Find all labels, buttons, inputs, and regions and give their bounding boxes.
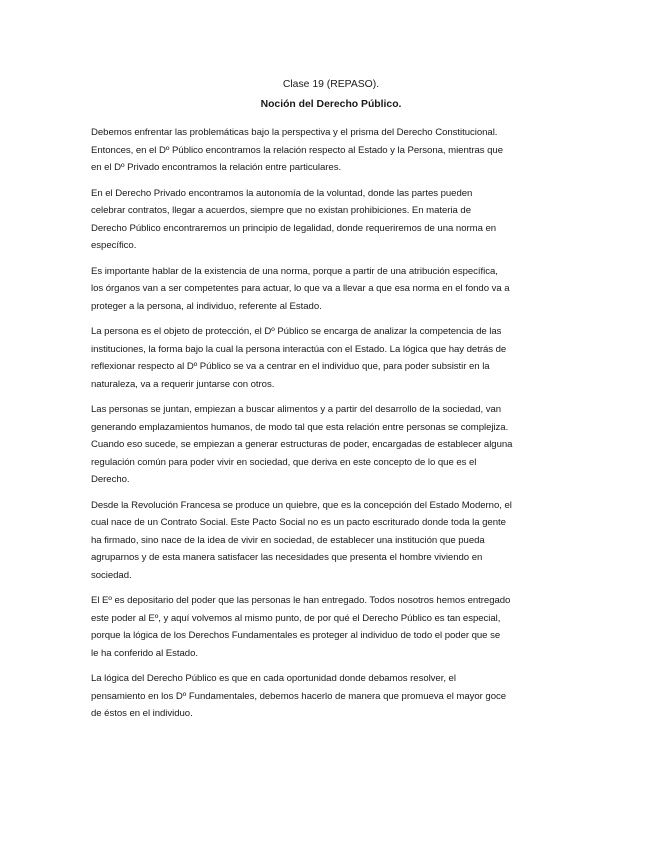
paragraph-line: Desde la Revolución Francesa se produce un quiebre, que es la concepción del Estado Moderno, el [91, 499, 512, 511]
paragraph-line: sociedad. [91, 569, 132, 581]
body-paragraph [91, 124, 571, 177]
paragraph-line: porque la lógica de los Derechos Fundamentales es proteger al individuo de todo el poder que se [91, 630, 501, 641]
paragraph-line: agruparnos y de esta manera satisfacer las necesidades que presenta el hombre viviendo en [91, 552, 483, 563]
document-title: Clase 19 (REPASO). [282, 79, 380, 90]
paragraph-line: específico. [91, 240, 137, 251]
paragraph-line: reflexionar respecto al Dº Público se va a centrar en el individuo que, para poder subsistir en la [91, 361, 490, 372]
paragraph-line: cual nace de un Contrato Social. Este Pacto Social no es un pacto escriturado donde toda la gente [91, 517, 506, 528]
body-paragraph [91, 592, 571, 662]
paragraph-line: Las personas se juntan, empiezan a buscar alimentos y a partir del desarrollo de la sociedad, van [91, 404, 502, 415]
paragraph-line: en el Dº Privado encontramos la relación entre particulares. [91, 162, 342, 173]
paragraph-line: le ha conferido al Estado. [91, 647, 198, 659]
paragraph-line: pensamiento en los Dº Fundamentales, debemos hacerlo de manera que promueva el mayor goce [91, 690, 507, 702]
document-content [91, 78, 571, 731]
paragraph-line: El Eº es depositario del poder que las personas le han entregado. Todos nosotros hemos entregado [91, 595, 511, 606]
body-paragraph [91, 185, 571, 255]
paragraph-line: En el Derecho Privado encontramos la autonomía de la voluntad, donde las partes pueden [91, 187, 473, 199]
paragraph-line: los órganos van a ser competentes para actuar, lo que va a llevar a que esa norma en el fondo va a [91, 283, 510, 294]
document-subtitle: Noción del Derecho Público. [260, 99, 402, 110]
paragraph-line: este poder al Eº, y aquí volvemos al mismo punto, de por qué el Derecho Público es tan especial, [91, 612, 501, 624]
paragraph-line: Cuando eso sucede, se empiezan a generar estructuras de poder, encargadas de establecer alguna [91, 439, 513, 450]
paragraph-line: Derecho Público encontraremos un principio de legalidad, donde requeriremos de una norma en [91, 222, 497, 234]
paragraph-line: generando emplazamientos humanos, de modo tal que esta relación entre personas se complejiza. [91, 421, 509, 433]
paragraph-line: de éstos en el individuo. [91, 708, 193, 719]
paragraph-line: La lógica del Derecho Público es que en cada oportunidad donde debamos resolver, el [91, 673, 456, 684]
paragraph-line: regulación común para poder vivir en sociedad, que deriva en este concepto de lo que es el [91, 456, 477, 468]
paragraph-line: La persona es el objeto de protección, el Dº Público se encarga de analizar la competencia de las [91, 326, 502, 337]
body-paragraph [91, 323, 571, 393]
paragraph-line: proteger a la persona, al individuo, referente al Estado. [91, 300, 322, 312]
paragraph-line: Derecho. [91, 474, 130, 485]
paragraph-line: instituciones, la forma bajo la cual la persona interactúa con el Estado. La lógica que hay detrás de [91, 343, 507, 355]
body-paragraph [91, 401, 571, 489]
paragraph-line: naturaleza, va a requerir juntarse con otros. [91, 378, 275, 390]
paragraph-line: Debemos enfrentar las problemáticas bajo la perspectiva y el prisma del Derecho Constitucional. [91, 127, 498, 138]
body-paragraph [91, 263, 571, 316]
paragraph-line: Es importante hablar de la existencia de una norma, porque a partir de una atribución específica, [91, 265, 498, 277]
document-body [91, 124, 571, 723]
paragraph-line: ha firmado, sino nace de la idea de vivir en sociedad, de establecer una institución que pueda [91, 534, 485, 546]
body-paragraph [91, 670, 571, 723]
paragraph-line: celebrar contratos, llegar a acuerdos, siempre que no existan prohibiciones. En materia de [91, 205, 471, 216]
paragraph-line: Entonces, en el Dº Público encontramos la relación respecto al Estado y la Persona, mientras que [91, 144, 503, 156]
body-paragraph [91, 497, 571, 585]
